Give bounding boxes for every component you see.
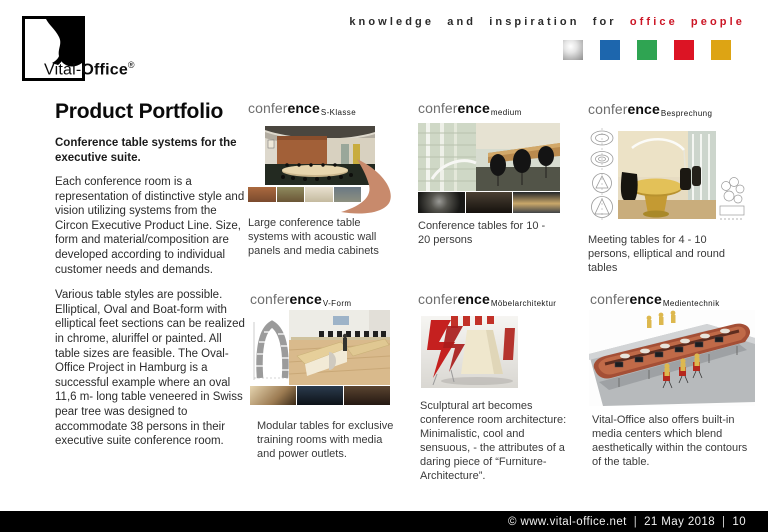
footer-separator: |: [722, 515, 726, 528]
page-title: Product Portfolio: [55, 100, 224, 123]
tile-title-medium: [418, 100, 522, 116]
intro-subtitle: Conference table systems for the executive suite.: [55, 137, 237, 164]
tile-title-medientechnik: [590, 291, 720, 307]
thumbnail: [277, 187, 305, 202]
logo-text-vital: Vital-: [44, 61, 82, 79]
tile-caption-s-klasse: Large conference table systems with acoustic wall panels and media cabinets: [248, 217, 379, 257]
photo-conference-room-medium: [418, 123, 560, 191]
tile-brand-bold: ence: [289, 291, 322, 307]
tile-title-v-form: [250, 291, 351, 307]
drawing-arch-v-form: [252, 314, 292, 382]
color-chip-blue-icon: [600, 40, 620, 60]
logo-text-office: Office: [81, 61, 128, 79]
tile-brand-bold: ence: [287, 100, 320, 116]
thumbnail: [466, 192, 513, 213]
photo-meeting-table-besprechung: [588, 126, 746, 224]
tile-caption-medientechnik: Vital-Office also offers built-in media centers which blend aesthetically within the contours of the table.: [592, 414, 748, 468]
thumbnail: [297, 386, 343, 405]
photo-media-table-render: [589, 310, 755, 406]
tile-brand-light: confer: [250, 291, 290, 307]
photo-sculptural-furniture: [421, 316, 518, 388]
color-chip-gold-icon: [711, 40, 731, 60]
vital-office-logo: [22, 16, 152, 86]
tile-title-besprechung: [588, 101, 712, 117]
tile-variant-label: Möbelarchitektur: [490, 299, 557, 308]
thumbnail: [248, 187, 276, 202]
thumbnail-strip-v-form: [250, 386, 390, 405]
tile-variant-label: medium: [490, 108, 522, 117]
registered-mark: ®: [127, 60, 135, 70]
intro-paragraph-2: Various table styles are possible. Elliptical, Oval and Boat-form with elliptical feet sections can be realized in chrome, aluriffel or painted. All table sizes are feasible. The Oval-Office Project in Hamburg is a successful example where an oval 11,6 m- long table veneered in Swiss pear tree was designed to accommodate 38 persons in their executive suite conference room.: [55, 289, 245, 448]
tile-brand-light: confer: [418, 291, 458, 307]
tile-brand-light: confer: [588, 101, 628, 117]
tile-title-s-klasse: [248, 100, 356, 116]
intro-column: [55, 100, 247, 460]
footer-bar: [0, 511, 768, 532]
thumbnail: [250, 386, 296, 405]
thumbnail: [513, 192, 560, 213]
color-chip-silver-icon: [563, 40, 583, 60]
tagline-black-text: knowledge and inspiration for: [349, 16, 617, 28]
tagline: [349, 16, 745, 28]
tile-caption-besprechung: Meeting tables for 4 - 10 persons, elliptical and round tables: [588, 234, 725, 274]
tile-variant-label: S-Klasse: [320, 108, 357, 117]
tile-brand-light: confer: [418, 100, 458, 116]
color-chip-green-icon: [637, 40, 657, 60]
thumbnail: [344, 386, 390, 405]
tile-caption-medium: Conference tables for 10 - 20 persons: [418, 220, 546, 246]
thumbnail: [305, 187, 333, 202]
thumbnail: [418, 192, 465, 213]
footer-date: 21 May 2018: [644, 515, 716, 528]
tile-brand-light: confer: [590, 291, 630, 307]
thumbnail-strip-medium: [418, 192, 560, 213]
tile-brand-bold: ence: [629, 291, 662, 307]
intro-paragraph-1: Each conference room is a representation of distinctive style and vision utilizing systems from the Circon Executive Product Line. Size, form and material/composition are developed according to individual customer needs and demands.: [55, 176, 245, 276]
tile-title-moebelarchitektur: [418, 291, 556, 307]
footer-page-number: 10: [732, 515, 746, 528]
copyright-icon: ©: [508, 515, 517, 528]
tile-brand-light: confer: [248, 100, 288, 116]
footer-url: www.vital-office.net: [520, 515, 627, 528]
logo-wordmark: [44, 60, 135, 79]
footer-separator: |: [633, 515, 638, 528]
tile-brand-bold: ence: [627, 101, 660, 117]
tile-variant-label: Besprechung: [660, 109, 713, 118]
color-chip-red-icon: [674, 40, 694, 60]
brand-color-chips: [563, 40, 731, 60]
tile-brand-bold: ence: [457, 100, 490, 116]
tile-variant-label: V-Form: [322, 299, 352, 308]
tagline-red-text: office people: [629, 16, 745, 28]
tile-variant-label: Medientechnik: [662, 299, 720, 308]
tile-brand-bold: ence: [457, 291, 490, 307]
swoosh-arrow-graphic: [341, 159, 394, 214]
photo-training-room-v-form: [289, 310, 390, 385]
tile-caption-v-form: Modular tables for exclusive training rooms with media and power outlets.: [257, 420, 394, 460]
tile-caption-moebelarchitektur: Sculptural art becomes conference room architecture: Minimalistic, cool and sensuous, - the attributes of a daring piece of “Furniture-Architecture”.: [420, 400, 567, 482]
